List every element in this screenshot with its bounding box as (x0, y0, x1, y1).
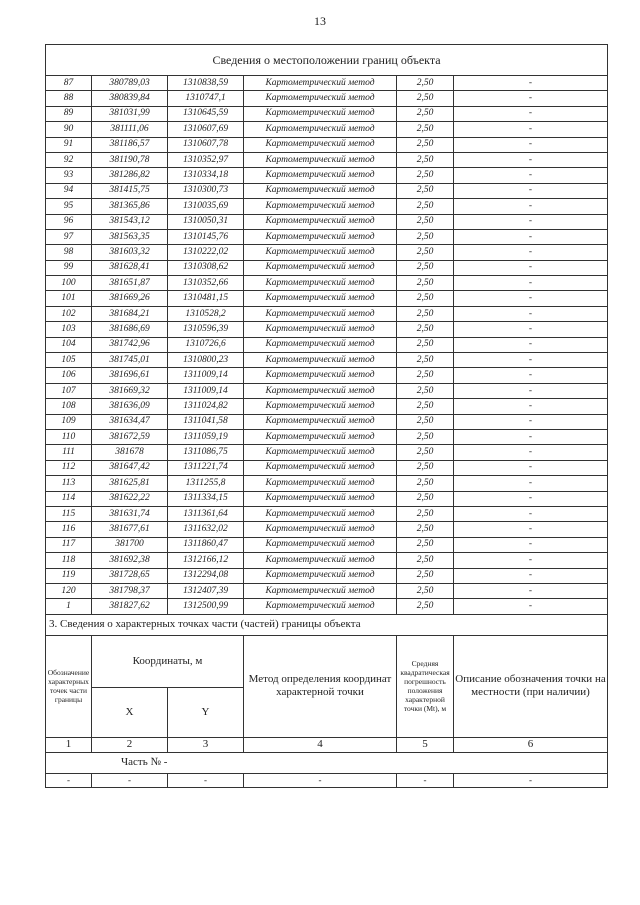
accuracy-cell: 2,50 (397, 76, 454, 91)
y-coordinate-cell: 1310645,59 (168, 106, 244, 121)
point-number-cell: 87 (46, 76, 92, 91)
accuracy-cell: 2,50 (397, 214, 454, 229)
description-cell: - (454, 152, 608, 167)
table-row (46, 322, 608, 337)
method-cell: Картометрический метод (244, 322, 397, 337)
method-cell: Картометрический метод (244, 522, 397, 537)
accuracy-cell: 2,50 (397, 553, 454, 568)
method-cell: Картометрический метод (244, 260, 397, 275)
description-cell: - (454, 583, 608, 598)
x-coordinate-cell: 380839,84 (92, 91, 168, 106)
method-cell: Картометрический метод (244, 568, 397, 583)
y-coordinate-cell: 1310352,66 (168, 276, 244, 291)
accuracy-cell: 2,50 (397, 383, 454, 398)
accuracy-cell: 2,50 (397, 368, 454, 383)
accuracy-cell: 2,50 (397, 476, 454, 491)
accuracy-cell: 2,50 (397, 276, 454, 291)
method-cell: Картометрический метод (244, 399, 397, 414)
method-cell: Картометрический метод (244, 306, 397, 321)
accuracy-cell: 2,50 (397, 322, 454, 337)
y-coordinate-cell: 1311860,47 (168, 537, 244, 552)
y-coordinate-cell: 1310352,97 (168, 152, 244, 167)
y-coordinate-cell: 1310528,2 (168, 306, 244, 321)
y-coordinate-cell: 1310838,59 (168, 76, 244, 91)
accuracy-cell: 2,50 (397, 229, 454, 244)
point-number-cell: 118 (46, 553, 92, 568)
accuracy-cell: 2,50 (397, 122, 454, 137)
description-cell: - (454, 245, 608, 260)
table-row (46, 245, 608, 260)
method-cell: Картометрический метод (244, 122, 397, 137)
description-cell: - (454, 368, 608, 383)
point-number-cell: 100 (46, 276, 92, 291)
x-coordinate-cell: 381628,41 (92, 260, 168, 275)
table-row (46, 306, 608, 321)
y-coordinate-cell: 1310222,02 (168, 245, 244, 260)
x-coordinate-cell: 381543,12 (92, 214, 168, 229)
point-number-cell: 89 (46, 106, 92, 121)
x-coordinate-cell: 380789,03 (92, 76, 168, 91)
point-number-cell: 103 (46, 322, 92, 337)
column-number: 6 (454, 737, 608, 752)
x-coordinate-cell: 381622,22 (92, 491, 168, 506)
accuracy-cell: 2,50 (397, 291, 454, 306)
header-y: Y (168, 687, 244, 737)
description-cell: - (454, 353, 608, 368)
boundary-table (45, 44, 608, 788)
method-cell: Картометрический метод (244, 537, 397, 552)
description-cell: - (454, 429, 608, 444)
x-coordinate-cell: 381678 (92, 445, 168, 460)
table-row (46, 537, 608, 552)
dash-cell: - (244, 773, 397, 787)
y-coordinate-cell: 1310308,62 (168, 260, 244, 275)
dash-cell: - (454, 773, 608, 787)
y-coordinate-cell: 1311059,19 (168, 429, 244, 444)
description-cell: - (454, 106, 608, 121)
description-cell: - (454, 506, 608, 521)
method-cell: Картометрический метод (244, 476, 397, 491)
description-cell: - (454, 229, 608, 244)
table-row (46, 399, 608, 414)
accuracy-cell: 2,50 (397, 168, 454, 183)
description-cell: - (454, 414, 608, 429)
y-coordinate-cell: 1310050,31 (168, 214, 244, 229)
x-coordinate-cell: 381686,69 (92, 322, 168, 337)
method-cell: Картометрический метод (244, 214, 397, 229)
table-row (46, 583, 608, 598)
y-coordinate-cell: 1310481,15 (168, 291, 244, 306)
table-row (46, 291, 608, 306)
page-number: 13 (314, 14, 326, 28)
part-dash-row (46, 773, 608, 787)
section3-header-row (46, 635, 608, 687)
accuracy-cell: 2,50 (397, 399, 454, 414)
part-row (46, 752, 608, 773)
section3-title-row (46, 614, 608, 635)
description-cell: - (454, 460, 608, 475)
table-row (46, 445, 608, 460)
accuracy-cell: 2,50 (397, 91, 454, 106)
method-cell: Картометрический метод (244, 383, 397, 398)
accuracy-cell: 2,50 (397, 353, 454, 368)
x-coordinate-cell: 381190,78 (92, 152, 168, 167)
x-coordinate-cell: 381636,09 (92, 399, 168, 414)
table-row (46, 214, 608, 229)
method-cell: Картометрический метод (244, 91, 397, 106)
column-number-row (46, 737, 608, 752)
method-cell: Картометрический метод (244, 229, 397, 244)
column-number: 4 (244, 737, 397, 752)
header-description: Описание обозначения точки на местности (при наличии) (454, 635, 608, 737)
dash-cell: - (397, 773, 454, 787)
description-cell: - (454, 322, 608, 337)
description-cell: - (454, 383, 608, 398)
method-cell: Картометрический метод (244, 353, 397, 368)
table-row (46, 91, 608, 106)
x-coordinate-cell: 381647,42 (92, 460, 168, 475)
method-cell: Картометрический метод (244, 368, 397, 383)
x-coordinate-cell: 381745,01 (92, 353, 168, 368)
method-cell: Картометрический метод (244, 553, 397, 568)
point-number-cell: 120 (46, 583, 92, 598)
description-cell: - (454, 476, 608, 491)
table-row (46, 276, 608, 291)
table-row (46, 76, 608, 91)
y-coordinate-cell: 1310726,6 (168, 337, 244, 352)
accuracy-cell: 2,50 (397, 152, 454, 167)
description-cell: - (454, 445, 608, 460)
method-cell: Картометрический метод (244, 291, 397, 306)
method-cell: Картометрический метод (244, 183, 397, 198)
description-cell: - (454, 553, 608, 568)
column-number: 2 (92, 737, 168, 752)
description-cell: - (454, 260, 608, 275)
y-coordinate-cell: 1311221,74 (168, 460, 244, 475)
x-coordinate-cell: 381651,87 (92, 276, 168, 291)
y-coordinate-cell: 1310145,76 (168, 229, 244, 244)
description-cell: - (454, 399, 608, 414)
x-coordinate-cell: 381365,86 (92, 199, 168, 214)
accuracy-cell: 2,50 (397, 245, 454, 260)
dash-cell: - (46, 773, 92, 787)
header-point-label: Обозначение характерных точек части границы (46, 635, 92, 737)
description-cell: - (454, 168, 608, 183)
accuracy-cell: 2,50 (397, 306, 454, 321)
x-coordinate-cell: 381677,61 (92, 522, 168, 537)
table-row (46, 152, 608, 167)
point-number-cell: 115 (46, 506, 92, 521)
table-title-row (46, 45, 608, 76)
table-row (46, 476, 608, 491)
method-cell: Картометрический метод (244, 583, 397, 598)
point-number-cell: 113 (46, 476, 92, 491)
x-coordinate-cell: 381634,47 (92, 414, 168, 429)
point-number-cell: 94 (46, 183, 92, 198)
table-row (46, 183, 608, 198)
column-number: 1 (46, 737, 92, 752)
y-coordinate-cell: 1312500,99 (168, 599, 244, 614)
table-row (46, 368, 608, 383)
table-row (46, 599, 608, 614)
accuracy-cell: 2,50 (397, 599, 454, 614)
method-cell: Картометрический метод (244, 152, 397, 167)
y-coordinate-cell: 1310747,1 (168, 91, 244, 106)
point-number-cell: 93 (46, 168, 92, 183)
point-number-cell: 96 (46, 214, 92, 229)
point-number-cell: 111 (46, 445, 92, 460)
y-coordinate-cell: 1312294,08 (168, 568, 244, 583)
point-number-cell: 114 (46, 491, 92, 506)
part-label: Часть № - (46, 752, 608, 773)
x-coordinate-cell: 381684,21 (92, 306, 168, 321)
point-number-cell: 110 (46, 429, 92, 444)
method-cell: Картометрический метод (244, 137, 397, 152)
x-coordinate-cell: 381669,26 (92, 291, 168, 306)
dash-cell: - (168, 773, 244, 787)
header-x: X (92, 687, 168, 737)
table-row (46, 429, 608, 444)
y-coordinate-cell: 1311255,8 (168, 476, 244, 491)
description-cell: - (454, 122, 608, 137)
header-method: Метод определения координат характерной точки (244, 635, 397, 737)
description-cell: - (454, 91, 608, 106)
y-coordinate-cell: 1312166,12 (168, 553, 244, 568)
accuracy-cell: 2,50 (397, 183, 454, 198)
table-row (46, 553, 608, 568)
method-cell: Картометрический метод (244, 337, 397, 352)
table-row (46, 106, 608, 121)
x-coordinate-cell: 381669,32 (92, 383, 168, 398)
y-coordinate-cell: 1310607,69 (168, 122, 244, 137)
point-number-cell: 99 (46, 260, 92, 275)
point-number-cell: 90 (46, 122, 92, 137)
method-cell: Картометрический метод (244, 199, 397, 214)
header-coords: Координаты, м (92, 635, 244, 687)
x-coordinate-cell: 381603,32 (92, 245, 168, 260)
point-number-cell: 109 (46, 414, 92, 429)
point-number-cell: 108 (46, 399, 92, 414)
y-coordinate-cell: 1311632,02 (168, 522, 244, 537)
table-row (46, 229, 608, 244)
description-cell: - (454, 568, 608, 583)
y-coordinate-cell: 1311041,58 (168, 414, 244, 429)
point-number-cell: 88 (46, 91, 92, 106)
accuracy-cell: 2,50 (397, 583, 454, 598)
description-cell: - (454, 276, 608, 291)
y-coordinate-cell: 1312407,39 (168, 583, 244, 598)
description-cell: - (454, 199, 608, 214)
table-row (46, 414, 608, 429)
y-coordinate-cell: 1310596,39 (168, 322, 244, 337)
x-coordinate-cell: 381700 (92, 537, 168, 552)
accuracy-cell: 2,50 (397, 537, 454, 552)
y-coordinate-cell: 1311009,14 (168, 368, 244, 383)
point-number-cell: 1 (46, 599, 92, 614)
accuracy-cell: 2,50 (397, 445, 454, 460)
y-coordinate-cell: 1310800,23 (168, 353, 244, 368)
point-number-cell: 91 (46, 137, 92, 152)
x-coordinate-cell: 381186,57 (92, 137, 168, 152)
y-coordinate-cell: 1311024,82 (168, 399, 244, 414)
method-cell: Картометрический метод (244, 506, 397, 521)
point-number-cell: 92 (46, 152, 92, 167)
point-number-cell: 119 (46, 568, 92, 583)
table-row (46, 506, 608, 521)
x-coordinate-cell: 381696,61 (92, 368, 168, 383)
description-cell: - (454, 491, 608, 506)
x-coordinate-cell: 381827,62 (92, 599, 168, 614)
x-coordinate-cell: 381672,59 (92, 429, 168, 444)
accuracy-cell: 2,50 (397, 491, 454, 506)
accuracy-cell: 2,50 (397, 260, 454, 275)
table-row (46, 522, 608, 537)
description-cell: - (454, 537, 608, 552)
method-cell: Картометрический метод (244, 106, 397, 121)
point-number-cell: 106 (46, 368, 92, 383)
y-coordinate-cell: 1310607,78 (168, 137, 244, 152)
accuracy-cell: 2,50 (397, 506, 454, 521)
x-coordinate-cell: 381728,65 (92, 568, 168, 583)
y-coordinate-cell: 1311086,75 (168, 445, 244, 460)
method-cell: Картометрический метод (244, 599, 397, 614)
column-number: 5 (397, 737, 454, 752)
column-number: 3 (168, 737, 244, 752)
header-accuracy: Средняя квадратическая погрешность положения характерной точки (Mt), м (397, 635, 454, 737)
table-row (46, 137, 608, 152)
method-cell: Картометрический метод (244, 429, 397, 444)
dash-cell: - (92, 773, 168, 787)
y-coordinate-cell: 1310035,69 (168, 199, 244, 214)
x-coordinate-cell: 381031,99 (92, 106, 168, 121)
table-row (46, 199, 608, 214)
description-cell: - (454, 522, 608, 537)
method-cell: Картометрический метод (244, 491, 397, 506)
table-title: Сведения о местоположении границ объекта (46, 45, 608, 76)
method-cell: Картометрический метод (244, 76, 397, 91)
point-number-cell: 104 (46, 337, 92, 352)
method-cell: Картометрический метод (244, 414, 397, 429)
y-coordinate-cell: 1310334,18 (168, 168, 244, 183)
x-coordinate-cell: 381692,38 (92, 553, 168, 568)
accuracy-cell: 2,50 (397, 137, 454, 152)
method-cell: Картометрический метод (244, 245, 397, 260)
description-cell: - (454, 599, 608, 614)
point-number-cell: 117 (46, 537, 92, 552)
point-number-cell: 97 (46, 229, 92, 244)
description-cell: - (454, 76, 608, 91)
x-coordinate-cell: 381742,96 (92, 337, 168, 352)
table-row (46, 122, 608, 137)
method-cell: Картометрический метод (244, 460, 397, 475)
accuracy-cell: 2,50 (397, 337, 454, 352)
y-coordinate-cell: 1311009,14 (168, 383, 244, 398)
table-row (46, 260, 608, 275)
accuracy-cell: 2,50 (397, 522, 454, 537)
x-coordinate-cell: 381111,06 (92, 122, 168, 137)
point-number-cell: 101 (46, 291, 92, 306)
accuracy-cell: 2,50 (397, 568, 454, 583)
description-cell: - (454, 306, 608, 321)
table-row (46, 491, 608, 506)
point-number-cell: 112 (46, 460, 92, 475)
description-cell: - (454, 137, 608, 152)
table-row (46, 568, 608, 583)
x-coordinate-cell: 381798,37 (92, 583, 168, 598)
description-cell: - (454, 214, 608, 229)
section3-title: 3. Сведения о характерных точках части (частей) границы объекта (46, 614, 608, 635)
x-coordinate-cell: 381631,74 (92, 506, 168, 521)
description-cell: - (454, 183, 608, 198)
y-coordinate-cell: 1311334,15 (168, 491, 244, 506)
x-coordinate-cell: 381415,75 (92, 183, 168, 198)
description-cell: - (454, 291, 608, 306)
y-coordinate-cell: 1311361,64 (168, 506, 244, 521)
accuracy-cell: 2,50 (397, 429, 454, 444)
point-number-cell: 102 (46, 306, 92, 321)
table-row (46, 383, 608, 398)
point-number-cell: 98 (46, 245, 92, 260)
table-row (46, 353, 608, 368)
y-coordinate-cell: 1310300,73 (168, 183, 244, 198)
accuracy-cell: 2,50 (397, 414, 454, 429)
point-number-cell: 105 (46, 353, 92, 368)
point-number-cell: 107 (46, 383, 92, 398)
point-number-cell: 95 (46, 199, 92, 214)
x-coordinate-cell: 381563,35 (92, 229, 168, 244)
accuracy-cell: 2,50 (397, 460, 454, 475)
method-cell: Картометрический метод (244, 276, 397, 291)
description-cell: - (454, 337, 608, 352)
table-row (46, 460, 608, 475)
accuracy-cell: 2,50 (397, 199, 454, 214)
method-cell: Картометрический метод (244, 168, 397, 183)
accuracy-cell: 2,50 (397, 106, 454, 121)
point-number-cell: 116 (46, 522, 92, 537)
x-coordinate-cell: 381625,81 (92, 476, 168, 491)
table-row (46, 337, 608, 352)
method-cell: Картометрический метод (244, 445, 397, 460)
table-row (46, 168, 608, 183)
x-coordinate-cell: 381286,82 (92, 168, 168, 183)
